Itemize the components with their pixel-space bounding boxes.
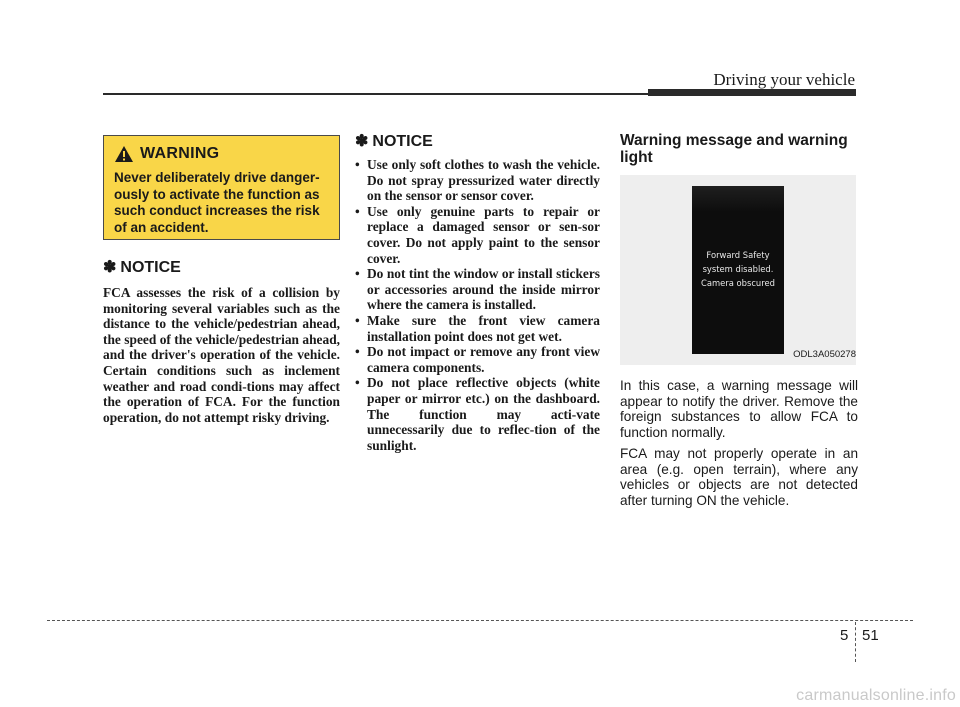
subsection-heading: Warning message and warning light: [620, 132, 848, 166]
warning-triangle-icon: [114, 145, 134, 163]
list-item-text: Do not place reflective objects (white paper or mirror etc.) on the dashboard. The function may acti-vate unnecessarily due to reflec-tion of the sunlight.: [367, 375, 600, 453]
display-line: Forward Safety: [706, 250, 770, 260]
notice-heading-middle: [355, 133, 433, 151]
display-line: system disabled.: [702, 264, 774, 274]
notice-body-left: FCA assesses the risk of a collision by monitoring several variables such as the distance to the vehicle/pedestrian ahead, the speed of the vehicle/pedestrian ahead, and the driver's operation of the vehicle. Certain conditions such as inclement weather and road condi-tions may affect the operation of FCA. For the function operation, do not attempt risky driving.: [103, 285, 340, 425]
notice-list: [355, 157, 600, 453]
list-item: [355, 266, 600, 313]
page-number: 51: [862, 627, 879, 644]
list-item: [355, 204, 600, 266]
notice-heading-text: NOTICE: [372, 133, 433, 150]
footer-rule: [47, 620, 913, 621]
notice-star-icon: ✽: [103, 259, 117, 276]
notice-heading-text: NOTICE: [120, 259, 181, 276]
list-item: [355, 157, 600, 204]
list-item-text: Use only genuine parts to repair or replace a damaged sensor or sen-sor cover. Do not apply paint to the sensor cover.: [367, 203, 600, 266]
warning-text: Never deliberately drive danger-ously to activate the function as such conduct increases the risk of an accident.: [114, 170, 320, 235]
bullet: •: [355, 203, 360, 219]
section-title: Driving your vehicle: [713, 70, 855, 89]
list-item: [355, 313, 600, 344]
bullet: •: [355, 312, 360, 328]
bullet: •: [355, 344, 360, 360]
display-line: Camera obscured: [701, 278, 775, 288]
bullet: •: [355, 375, 360, 391]
paragraph: In this case, a warning message will appear to notify the driver. Remove the foreign substances to allow FCA to function normally.: [620, 378, 858, 440]
notice-heading-left: [103, 259, 181, 277]
bullet: •: [355, 266, 360, 282]
list-item-text: Do not tint the window or install stickers or accessories around the inside mirror where the camera is installed.: [367, 266, 600, 313]
list-item: [355, 344, 600, 375]
list-item-text: Do not impact or remove any front view camera components.: [367, 344, 600, 375]
warning-box: [103, 135, 340, 240]
image-code: ODL3A050278: [793, 349, 856, 360]
paragraph: FCA may not properly operate in an area (e.g. open terrain), where any vehicles or objects are not detected after turning ON the vehicle.: [620, 446, 858, 508]
notice-star-icon: ✽: [355, 133, 369, 150]
warning-header: [114, 142, 329, 166]
watermark: carmanualsonline.info: [796, 687, 956, 704]
chapter-number: 5: [840, 627, 849, 644]
warning-title: WARNING: [140, 145, 220, 162]
list-item-text: Use only soft clothes to wash the vehicle. Do not spray pressurized water directly on the sensor or sensor cover.: [367, 157, 600, 204]
header-bar: [648, 89, 856, 96]
display-gloss: [692, 186, 784, 212]
display-message: [692, 248, 784, 290]
list-item-text: Make sure the front view camera installation point does not get wet.: [367, 312, 600, 344]
bullet: •: [355, 157, 360, 172]
cluster-display: [692, 186, 784, 354]
list-item: [355, 375, 600, 453]
footer-divider: [855, 622, 856, 662]
